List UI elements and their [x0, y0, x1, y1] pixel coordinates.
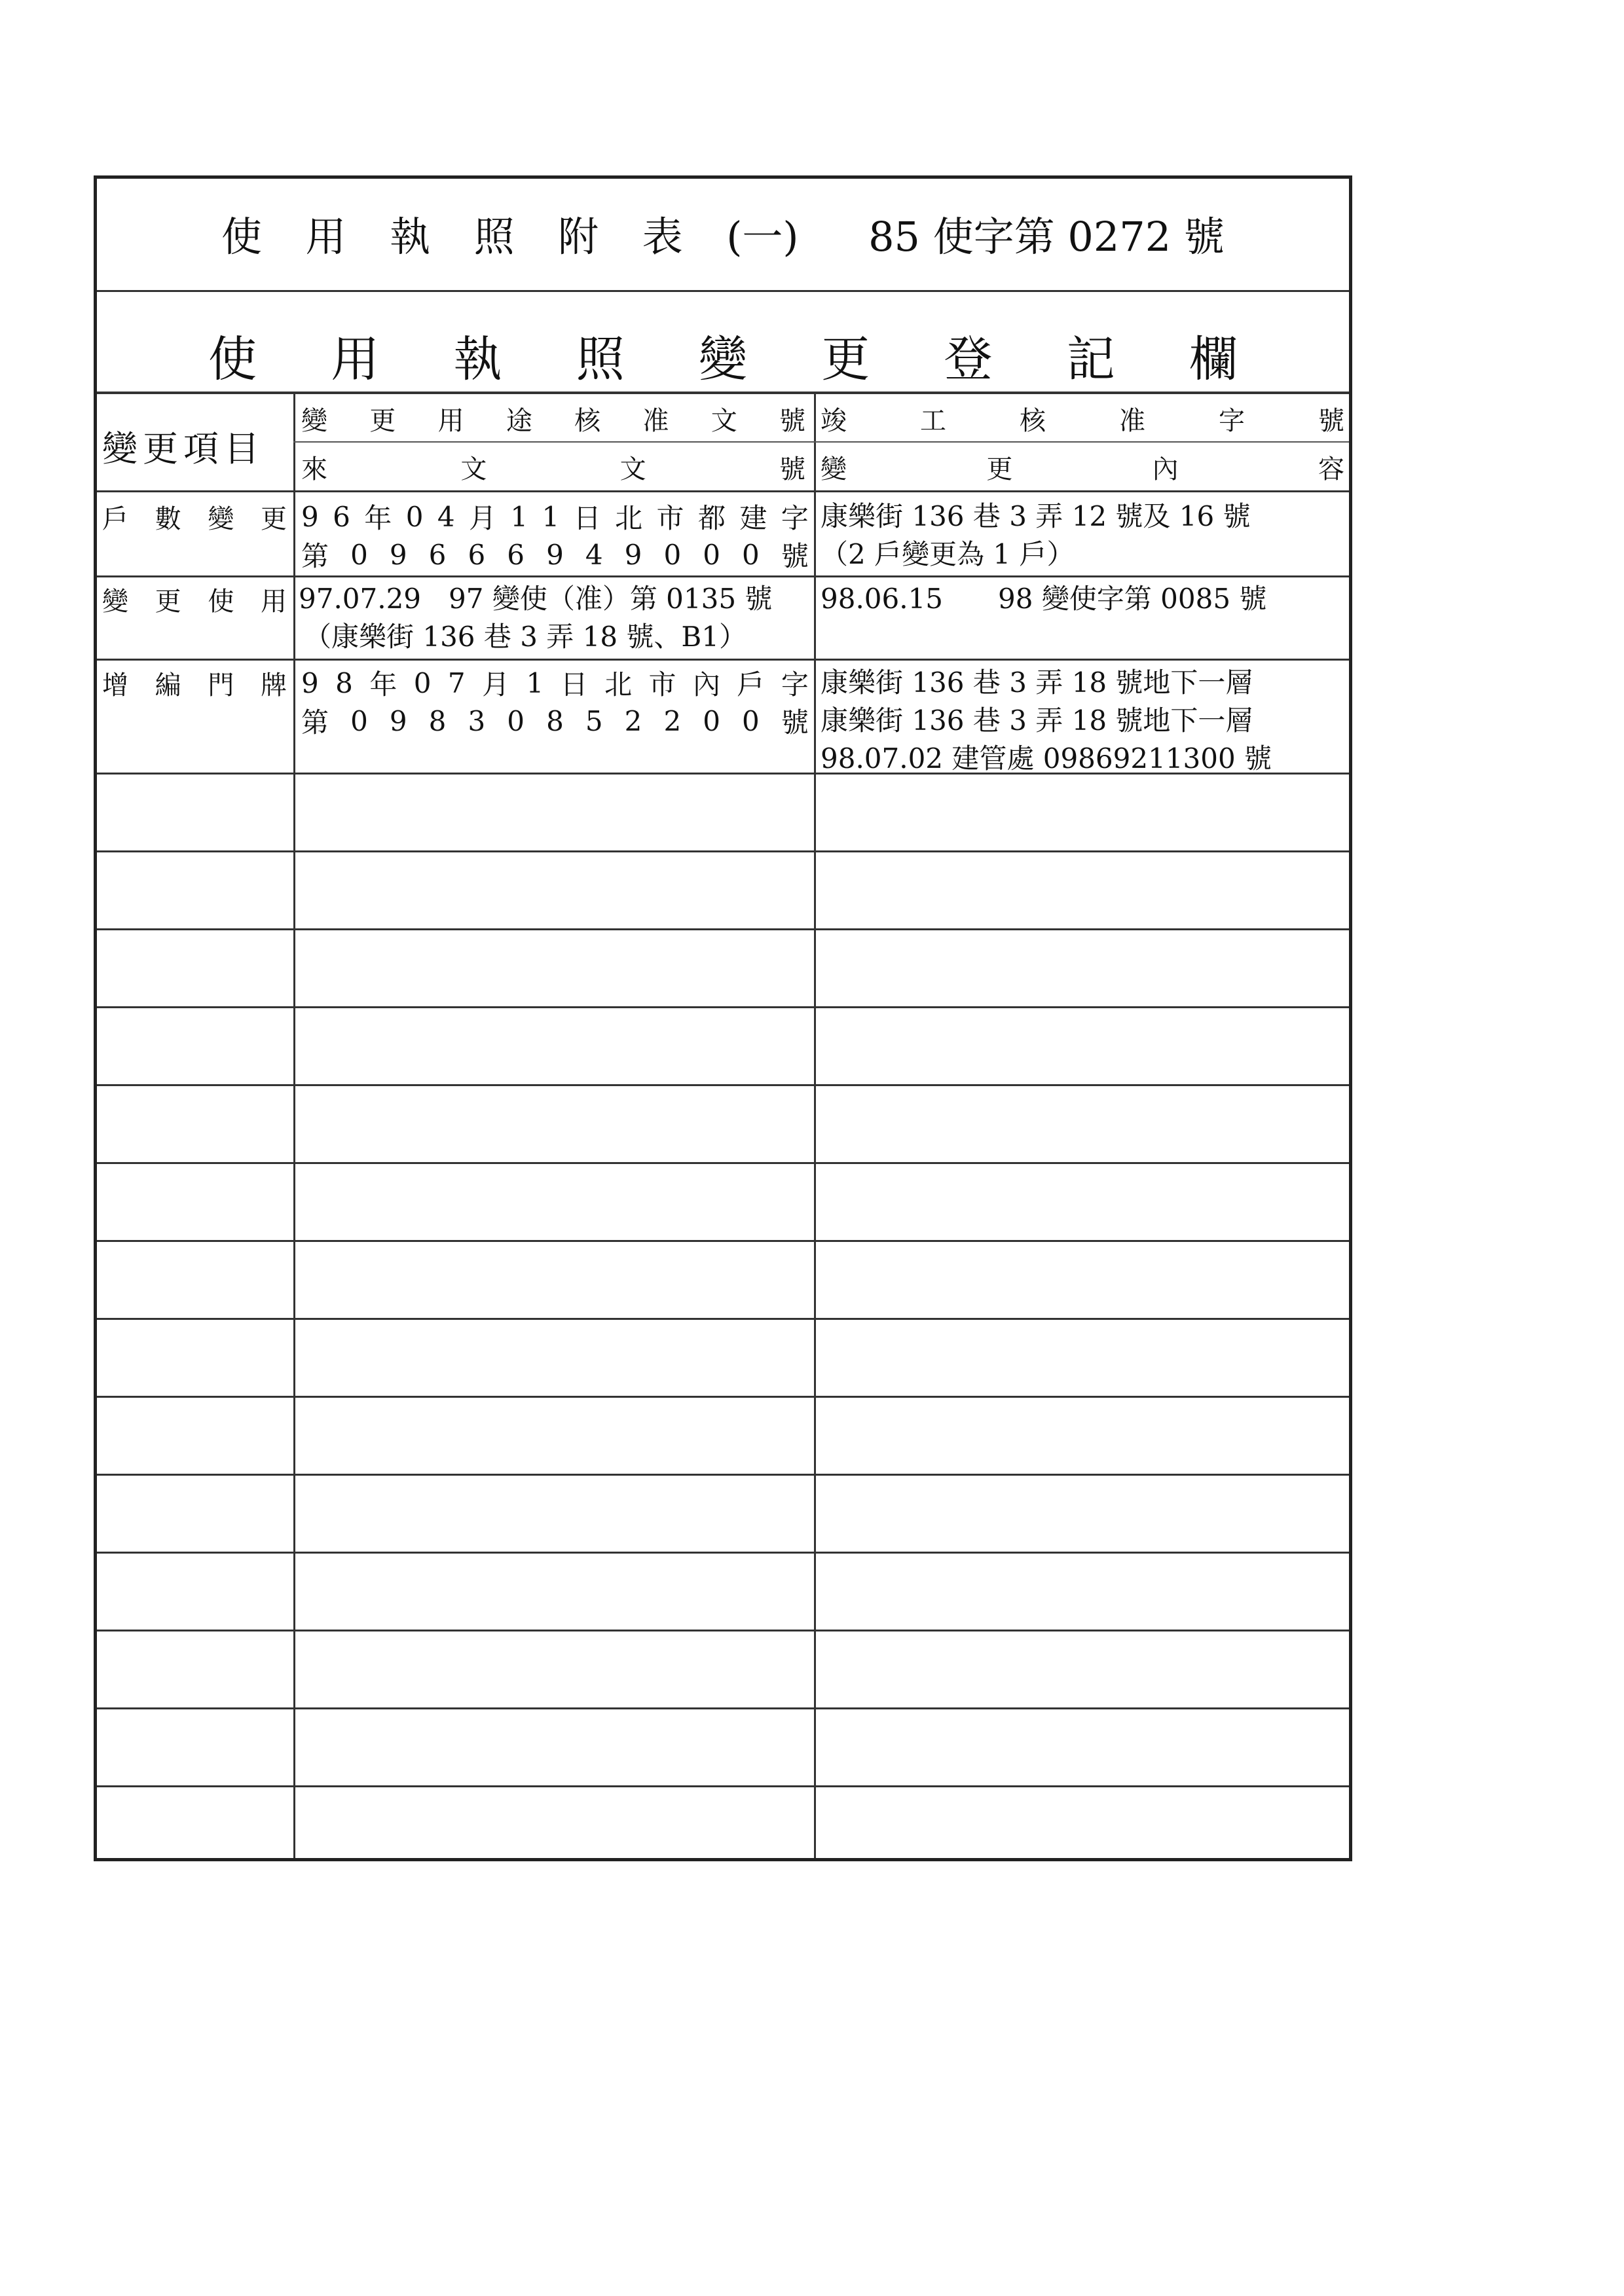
- subtitle-char: 用: [331, 331, 380, 388]
- doc-char: 第: [301, 706, 329, 738]
- empty-row-divider: [97, 1318, 1349, 1320]
- empty-row-divider: [97, 1630, 1349, 1631]
- subtitle-char: 執: [453, 331, 502, 388]
- divider: [97, 659, 1349, 661]
- title-char: 用: [305, 212, 346, 261]
- empty-row-divider: [97, 1084, 1349, 1086]
- header-char: 文: [460, 454, 487, 484]
- title-char: 使: [221, 212, 263, 261]
- doc-char: 7: [447, 666, 466, 699]
- doc-char: 北: [615, 502, 643, 534]
- doc-char: 9: [301, 500, 319, 533]
- doc-char: 年: [364, 502, 392, 534]
- empty-row-divider: [97, 1006, 1349, 1008]
- doc-char: 0: [413, 666, 432, 699]
- table-row-item: [102, 665, 287, 701]
- item-char: 門: [208, 670, 234, 701]
- empty-row-divider: [97, 1707, 1349, 1709]
- subtitle-char: 照: [576, 331, 625, 388]
- doc-char: 字: [781, 668, 809, 701]
- header-char: 文: [710, 405, 737, 436]
- doc-char: 月: [482, 668, 510, 701]
- divider: [97, 575, 1349, 577]
- table-row-item: [102, 498, 287, 535]
- table-row-item: [102, 581, 287, 617]
- empty-row-divider: [97, 1240, 1349, 1242]
- doc-char: 0: [703, 704, 720, 737]
- doc-char: 9: [624, 538, 642, 571]
- doc-char: 6: [468, 538, 486, 571]
- item-char: 增: [102, 670, 128, 701]
- doc-char: 月: [468, 502, 496, 534]
- subtitle-char: 變: [699, 331, 747, 388]
- table-row-content-line1: 康樂街 136 巷 3 弄 18 號地下一層: [821, 666, 1253, 699]
- item-char: 變: [102, 586, 128, 617]
- form-title: [221, 204, 1225, 263]
- empty-row-divider: [97, 928, 1349, 930]
- item-char: 戶: [102, 503, 128, 534]
- header-char: 容: [1318, 454, 1344, 484]
- subtitle-char: 登: [944, 331, 993, 388]
- doc-char: 9: [389, 704, 407, 737]
- table-row-doc-line1: 97.07.29 97 變使（准）第 0135 號: [299, 583, 773, 615]
- title-char: 照: [473, 212, 515, 261]
- doc-char: 建: [739, 502, 767, 534]
- doc-char: 市: [656, 502, 684, 534]
- doc-char: 9: [389, 538, 407, 571]
- change-registration-form: [94, 175, 1352, 1861]
- doc-char: 9: [301, 666, 319, 699]
- doc-char: 5: [585, 704, 603, 737]
- form-subtitle: [208, 319, 1238, 392]
- divider: [97, 392, 1349, 394]
- doc-char: 字: [781, 502, 809, 534]
- doc-char: 0: [703, 538, 720, 571]
- item-char: 編: [155, 670, 181, 701]
- header-char: 核: [1020, 405, 1046, 436]
- header-char: 變: [821, 454, 847, 484]
- subtitle-char: 更: [821, 331, 870, 388]
- doc-char: 內: [692, 668, 720, 701]
- subtitle-char: 記: [1066, 331, 1115, 388]
- column-divider: [814, 392, 816, 1858]
- col-header-approval-doc: [301, 400, 805, 437]
- doc-char: 8: [335, 666, 353, 699]
- header-char: 號: [1318, 405, 1344, 436]
- item-char: 更: [260, 503, 287, 534]
- title-char: 附: [558, 212, 599, 261]
- divider: [97, 490, 1349, 492]
- doc-char: 0: [507, 704, 525, 737]
- doc-char: 北: [604, 668, 633, 701]
- empty-row-divider: [97, 1785, 1349, 1787]
- header-char: 來: [301, 454, 327, 484]
- item-char: 牌: [260, 670, 287, 701]
- doc-char: 市: [648, 668, 676, 701]
- empty-row-divider: [97, 1396, 1349, 1398]
- table-row-content-line1: 康樂街 136 巷 3 弄 12 號及 16 號: [821, 500, 1251, 532]
- subtitle-char: 欄: [1189, 331, 1238, 388]
- doc-char: 0: [663, 538, 682, 571]
- doc-char: 1: [510, 500, 528, 533]
- table-row-doc-line2: （康樂街 136 巷 3 弄 18 號、B1）: [304, 621, 747, 653]
- header-char: 字: [1219, 405, 1245, 436]
- col-header-item: 變更項目: [102, 428, 265, 469]
- doc-char: 第: [301, 540, 329, 572]
- doc-char: 2: [624, 704, 642, 737]
- title-char: 表: [642, 212, 683, 261]
- doc-char: 3: [468, 704, 486, 737]
- header-char: 准: [642, 405, 669, 436]
- header-char: 核: [574, 405, 601, 436]
- doc-char: 年: [369, 668, 397, 701]
- col-header-change-content: [821, 448, 1344, 485]
- table-row-content-line3: 98.07.02 建管處 09869211300 號: [821, 742, 1272, 774]
- item-char: 變: [208, 503, 234, 534]
- header-char: 竣: [821, 405, 847, 436]
- col-header-incoming-doc: [301, 448, 805, 485]
- doc-char: 號: [781, 540, 809, 572]
- doc-char: 1: [542, 500, 560, 533]
- table-row-doc-line2: [301, 702, 809, 739]
- item-char: 更: [155, 586, 181, 617]
- doc-char: 6: [428, 538, 447, 571]
- item-char: 使: [208, 586, 234, 617]
- empty-row-divider: [97, 1552, 1349, 1554]
- doc-char: 8: [546, 704, 564, 737]
- doc-char: 日: [560, 668, 588, 701]
- doc-char: 4: [585, 538, 603, 571]
- divider: [97, 290, 1349, 292]
- empty-row-divider: [97, 850, 1349, 852]
- title-char: 執: [390, 212, 431, 261]
- doc-char: 6: [507, 538, 525, 571]
- header-char: 更: [986, 454, 1013, 484]
- subtitle-char: 使: [208, 331, 257, 388]
- doc-char: 6: [333, 500, 350, 533]
- doc-char: 都: [697, 502, 726, 534]
- col-header-completion-no: [821, 400, 1344, 437]
- title-char: (一): [726, 212, 799, 261]
- doc-char: 0: [742, 538, 760, 571]
- table-row-doc-line2: [301, 536, 809, 573]
- header-char: 更: [369, 405, 396, 436]
- doc-char: 8: [428, 704, 447, 737]
- item-char: 用: [260, 586, 287, 617]
- permit-number: 85 使字第 0272 號: [868, 212, 1225, 261]
- header-char: 准: [1119, 405, 1145, 436]
- header-subdivider: [293, 441, 1349, 443]
- doc-char: 戶: [737, 668, 765, 701]
- doc-char: 0: [405, 500, 424, 533]
- doc-char: 4: [437, 500, 455, 533]
- empty-row-divider: [97, 1474, 1349, 1476]
- empty-row-divider: [97, 1162, 1349, 1164]
- doc-char: 號: [781, 706, 809, 738]
- header-char: 內: [1152, 454, 1179, 484]
- header-char: 號: [779, 454, 805, 484]
- doc-char: 0: [350, 704, 368, 737]
- table-row-content-line2: （2 戶變更為 1 戶）: [821, 538, 1075, 570]
- table-row-doc-line1: [301, 498, 809, 535]
- item-char: 數: [155, 503, 181, 534]
- column-divider: [293, 392, 295, 1858]
- table-row-content-line2: 康樂街 136 巷 3 弄 18 號地下一層: [821, 704, 1253, 737]
- doc-char: 0: [350, 538, 368, 571]
- header-char: 文: [619, 454, 646, 484]
- header-char: 號: [779, 405, 805, 436]
- header-char: 用: [437, 405, 464, 436]
- header-char: 變: [301, 405, 327, 436]
- header-char: 工: [920, 405, 946, 436]
- doc-char: 2: [663, 704, 682, 737]
- header-char: 途: [506, 405, 532, 436]
- doc-char: 0: [742, 704, 760, 737]
- table-row-content-line1: 98.06.15 98 變使字第 0085 號: [821, 583, 1267, 615]
- doc-char: 9: [546, 538, 564, 571]
- doc-char: 1: [526, 666, 544, 699]
- divider: [97, 773, 1349, 774]
- table-row-doc-line1: [301, 665, 809, 701]
- doc-char: 日: [573, 502, 601, 534]
